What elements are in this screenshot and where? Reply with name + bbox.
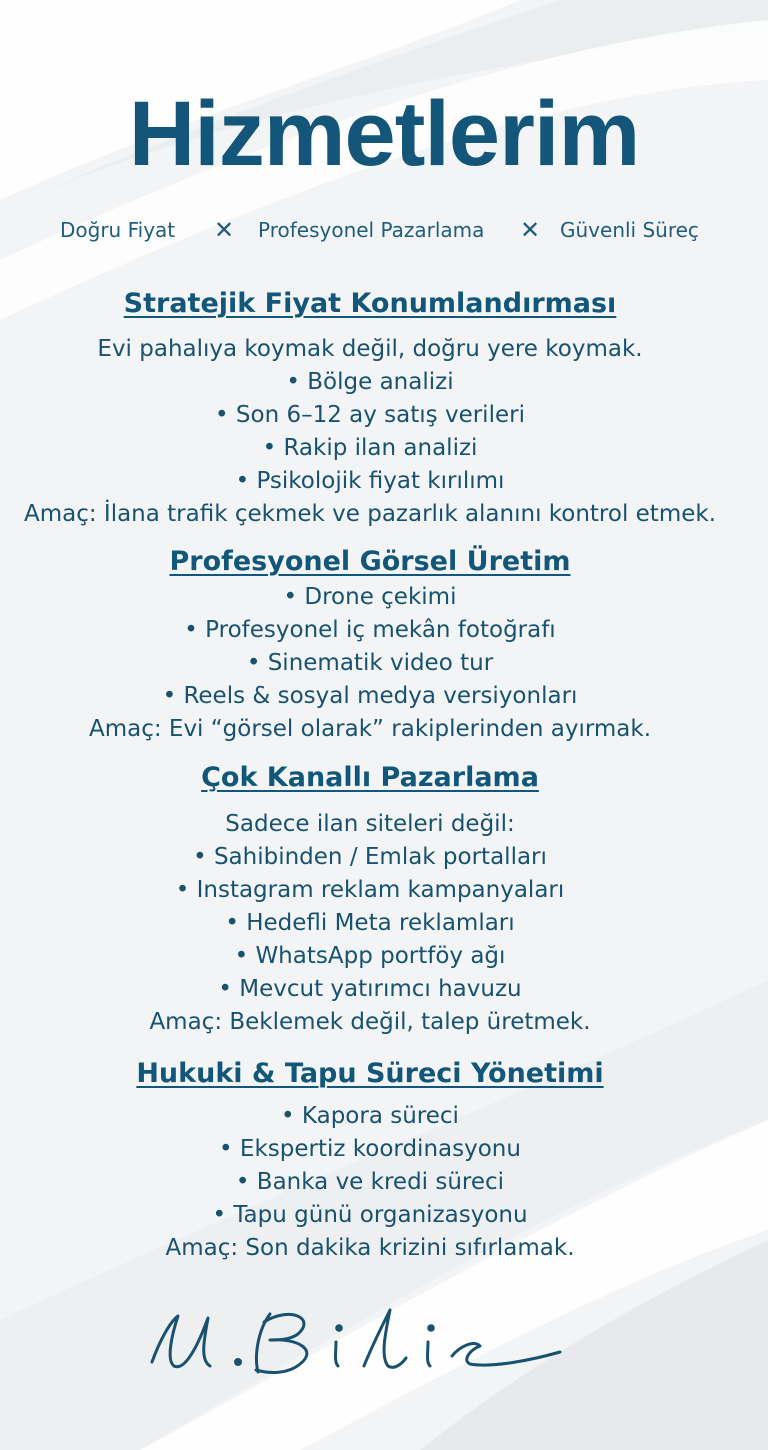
section-line: Amaç: Beklemek değil, talep üretmek. <box>149 1009 591 1035</box>
section-line: • Sahibinden / Emlak portalları <box>193 844 547 870</box>
section-line: • Mevcut yatırımcı havuzu <box>218 976 522 1002</box>
section-line: Amaç: Evi “görsel olarak” rakiplerinden ayırmak. <box>88 716 652 742</box>
close-icon-separator-2: ✕ <box>520 216 541 244</box>
section-line: • Bölge analizi <box>286 369 454 395</box>
section-line: Sadece ilan siteleri değil: <box>225 811 515 837</box>
section-line: • Profesyonel iç mekân fotoğrafı <box>184 617 556 643</box>
section-title-fiyat: Stratejik Fiyat Konumlandırması <box>123 288 617 319</box>
section-line: Amaç: İlana trafik çekmek ve pazarlık alanını kontrol etmek. <box>23 501 717 527</box>
section-line: Evi pahalıya koymak değil, doğru yere koymak. <box>97 336 643 362</box>
section-line: • Drone çekimi <box>283 584 457 610</box>
close-icon-separator-1: ✕ <box>214 216 235 244</box>
section-line: • WhatsApp portföy ağı <box>234 943 506 969</box>
section-line: • Banka ve kredi süreci <box>235 1169 505 1195</box>
section-line: • Tapu günü organizasyonu <box>212 1202 528 1228</box>
section-line: • Son 6–12 ay satış verileri <box>215 402 525 428</box>
section-title-gorsel: Profesyonel Görsel Üretim <box>169 546 571 577</box>
section-line: • Hedefli Meta reklamları <box>225 910 515 936</box>
section-line: • Ekspertiz koordinasyonu <box>219 1136 521 1162</box>
tagline-profesyonel-pazarlama: Profesyonel Pazarlama <box>258 218 485 242</box>
section-line: • Instagram reklam kampanyaları <box>175 877 565 903</box>
section-line: Amaç: Son dakika krizini sıfırlamak. <box>165 1235 575 1261</box>
section-line: • Sinematik video tur <box>246 650 494 676</box>
section-line: • Psikolojik fiyat kırılımı <box>235 468 505 494</box>
tagline-dogru-fiyat: Doğru Fiyat <box>60 218 176 242</box>
section-title-hukuki: Hukuki & Tapu Süreci Yönetimi <box>136 1058 604 1089</box>
tagline-guvenli-surec: Güvenli Süreç <box>560 218 699 242</box>
page-title: Hizmetlerim <box>128 83 640 185</box>
signature <box>140 1300 570 1390</box>
section-line: • Rakip ilan analizi <box>262 435 478 461</box>
section-line: • Reels & sosyal medya versiyonları <box>162 683 578 709</box>
section-line: • Kapora süreci <box>281 1103 459 1129</box>
section-title-pazarlama: Çok Kanallı Pazarlama <box>201 762 539 793</box>
